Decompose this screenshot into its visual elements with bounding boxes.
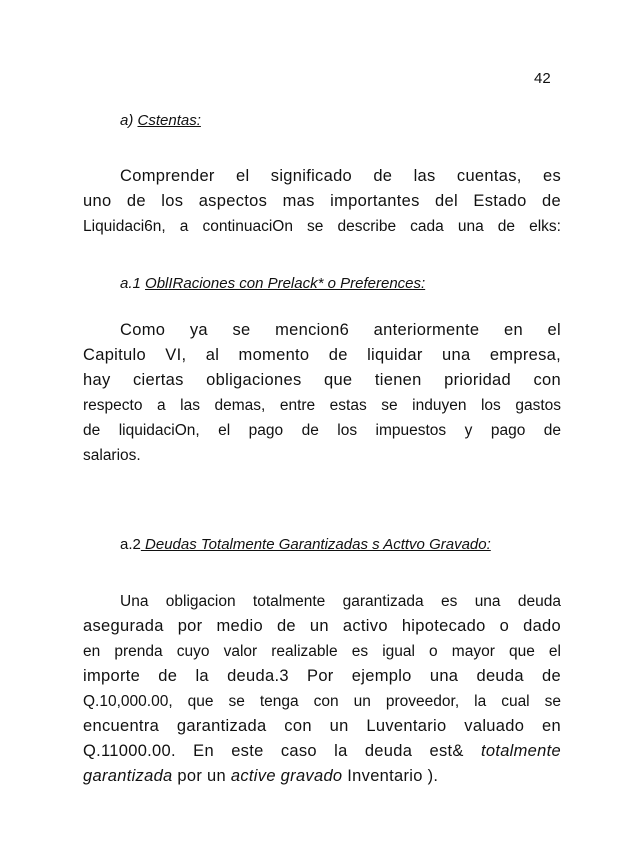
paragraph-line: importe de la deuda.3 Por ejemplo una deuda de <box>83 667 561 685</box>
paragraph-line <box>83 739 561 764</box>
paragraph-line: en prenda cuyo valor realizable es igual o mayor que el <box>83 643 561 660</box>
line-7-regular: Q.11000.00. En este caso la deuda est& <box>83 742 481 760</box>
section-a1-title: OblIRaciones con Prelack* o Preferences: <box>145 275 426 292</box>
section-a-heading <box>120 112 201 129</box>
paragraph-line: encuentra garantizada con un Luventario valuado en <box>83 717 561 735</box>
paragraph-line: asegurada por medio de un activo hipotecado o dado <box>83 617 561 635</box>
paragraph-line: de liquidaciOn, el pago de los impuestos y pago de <box>83 422 561 439</box>
line-8-italic-a: garantizada <box>83 767 173 785</box>
section-a1-heading <box>120 275 425 292</box>
section-a2-heading <box>120 536 491 553</box>
section-a-title: Cstentas: <box>137 112 201 129</box>
paragraph-line: Como ya se mencion6 anteriormente en el <box>120 321 561 339</box>
paragraph-line: Comprender el significado de las cuentas, es <box>120 167 561 185</box>
paragraph-line: uno de los aspectos mas importantes del Estado de <box>83 192 561 210</box>
section-a-prefix: a) <box>120 112 134 129</box>
paragraph-line: Q.10,000.00, que se tenga con un proveedor, la cual se <box>83 693 561 710</box>
section-a2-prefix: a.2 <box>120 536 141 553</box>
line-8-regular-a: por un <box>172 767 231 785</box>
section-a1-prefix: a.1 <box>120 275 146 292</box>
section-a1-paragraph <box>83 318 561 468</box>
page-number: 42 <box>534 70 551 87</box>
paragraph-line: Capitulo VI, al momento de liquidar una empresa, <box>83 346 561 364</box>
section-a-paragraph <box>83 164 561 239</box>
paragraph-line <box>83 764 561 789</box>
paragraph-line: salarios. <box>83 447 141 464</box>
paragraph-line: Una obligacion totalmente garantizada es una deuda <box>120 593 561 610</box>
paragraph-line: respecto a las demas, entre estas se induyen los gastos <box>83 397 561 414</box>
line-8-regular-b: Inventario ). <box>342 767 439 785</box>
paragraph-line: hay ciertas obligaciones que tienen prioridad con <box>83 371 561 389</box>
line-8-italic-b: active gravado <box>230 767 343 785</box>
section-a2-title: Deudas Totalmente Garantizadas s Acttvo Gravado: <box>140 536 491 553</box>
section-a2-paragraph <box>83 589 561 789</box>
line-7-italic: totalmente <box>480 742 561 760</box>
paragraph-line: Liquidaci6n, a continuaciOn se describe cada una de elks: <box>83 218 561 235</box>
